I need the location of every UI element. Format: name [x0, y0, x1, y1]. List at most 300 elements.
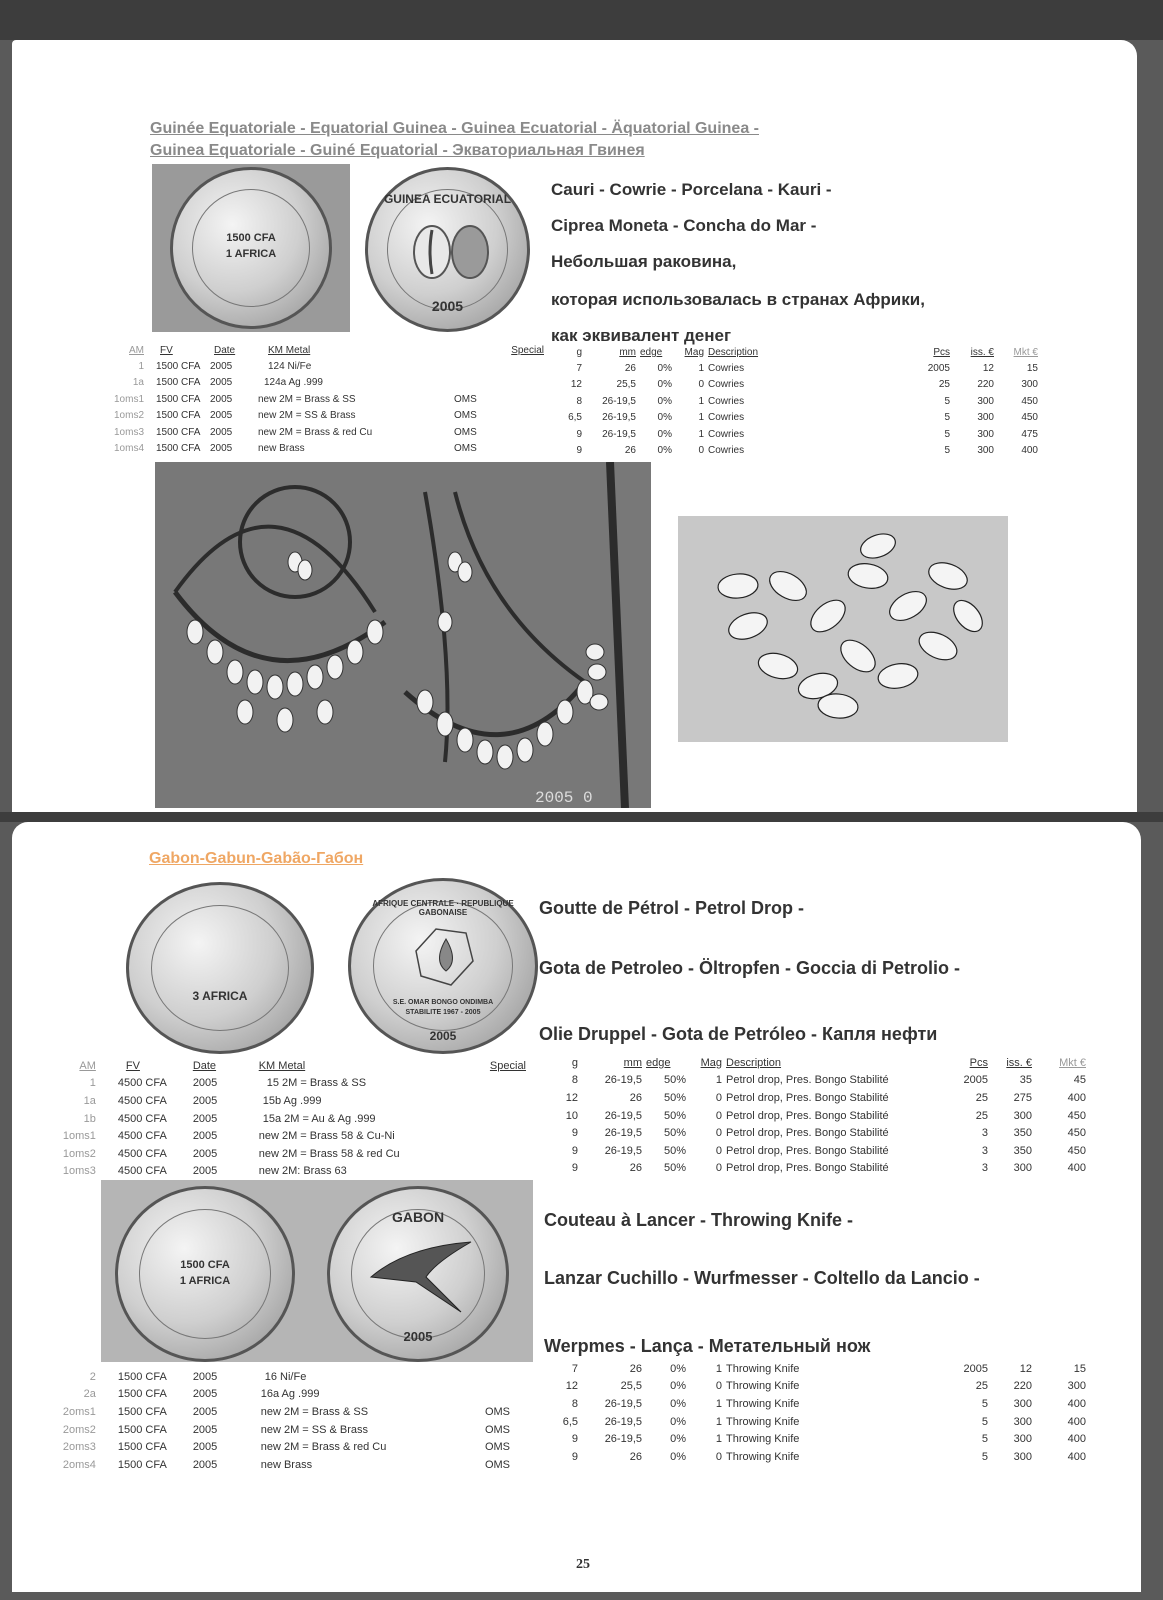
coin-photo-obverse	[152, 164, 354, 332]
desc-line-3: Небольшая раковина,	[551, 252, 737, 271]
table-row	[48, 1421, 528, 1439]
cell-g: 7	[571, 1362, 578, 1375]
cell-edge: 0%	[670, 1450, 686, 1463]
cell-edge: 50%	[663, 1074, 686, 1087]
cell-date: 2005	[210, 410, 233, 422]
cell-am: 1oms2	[113, 410, 144, 422]
petrol-drop-icon	[411, 921, 481, 991]
cell-g: 12	[570, 379, 582, 391]
table-row	[48, 1163, 528, 1181]
cell-date: 2005	[192, 1388, 218, 1401]
cell-km: new 2M = SS & Brass	[260, 1423, 369, 1436]
col-mm: mm	[623, 1056, 642, 1069]
cell-edge: 0%	[670, 1362, 686, 1375]
cell-am: 2oms2	[62, 1423, 96, 1436]
cell-g: 12	[565, 1380, 578, 1393]
cell-mm: 26-19,5	[602, 395, 636, 407]
cell-desc: Throwing Knife	[726, 1450, 800, 1463]
cell-pcs: 5	[981, 1433, 988, 1446]
table-row	[48, 1368, 528, 1386]
cell-date: 2005	[192, 1112, 218, 1125]
cell-mag: 0	[715, 1091, 722, 1104]
top-page	[12, 40, 1137, 812]
cell-mm: 26-19,5	[604, 1433, 642, 1446]
desc2-line-3: Werpmes - Lança - Метательный нож	[544, 1336, 871, 1356]
table-row	[546, 1160, 1088, 1178]
coin-inscription-2: STABILITE 1967 - 2005	[405, 1009, 481, 1016]
cell-date: 2005	[192, 1130, 218, 1143]
cell-mag: 0	[715, 1109, 722, 1122]
coin-legend: GUINEA ECUATORIAL	[383, 192, 512, 206]
desc2-line-1: Couteau à Lancer - Throwing Knife -	[544, 1210, 854, 1230]
cell-iss: 300	[1013, 1109, 1032, 1122]
cell-desc: Petrol drop, Pres. Bongo Stabilité	[726, 1144, 889, 1157]
cell-edge: 0%	[657, 428, 672, 440]
table-header-row	[546, 1054, 1088, 1072]
col-mkt: Mkt €	[1059, 1056, 1086, 1069]
table-row	[48, 1075, 528, 1093]
cell-km: 15a 2M = Au & Ag .999	[262, 1112, 376, 1125]
cell-pcs: 25	[938, 379, 950, 391]
cell-iss: 300	[977, 445, 994, 457]
col-km-metal: KM Metal	[258, 1059, 306, 1072]
cell-km: 16 Ni/Fe	[264, 1370, 307, 1383]
cell-am: 1	[89, 1077, 96, 1090]
col-mm: mm	[619, 346, 636, 358]
cell-fv: 1500 CFA	[117, 1441, 167, 1454]
cell-iss: 300	[977, 428, 994, 440]
cell-mkt: 15	[1026, 363, 1038, 375]
cell-pcs: 2005	[927, 363, 950, 375]
coin-denomination: 3 AFRICA	[192, 989, 248, 1003]
cell-mkt: 300	[1067, 1380, 1086, 1393]
table-header-row	[106, 342, 546, 358]
table-row	[546, 1089, 1088, 1107]
cell-am: 1	[138, 361, 144, 373]
cell-desc: Petrol drop, Pres. Bongo Stabilité	[726, 1074, 889, 1087]
col-g: g	[571, 1056, 578, 1069]
col-date: Date	[192, 1059, 217, 1072]
cell-special	[414, 375, 546, 391]
cell-desc: Cowries	[708, 428, 745, 440]
cell-mkt: 400	[1067, 1091, 1086, 1104]
cell-am: 1oms2	[62, 1147, 96, 1160]
cell-mm: 26-19,5	[602, 412, 636, 424]
cell-mkt: 450	[1067, 1109, 1086, 1122]
cell-pcs: 25	[975, 1380, 988, 1393]
cell-iss: 300	[977, 395, 994, 407]
col-description: Description	[726, 1056, 782, 1069]
table-row	[552, 393, 1040, 409]
scan-top-edge	[0, 0, 1163, 40]
cell-special: OMS	[484, 1441, 510, 1454]
cell-desc: Cowries	[708, 412, 745, 424]
cell-iss: 300	[1013, 1162, 1032, 1175]
coin-denomination: 1 AFRICA	[225, 248, 277, 260]
col-special: Special	[511, 344, 544, 356]
col-description: Description	[708, 346, 759, 358]
cell-km: new 2M: Brass 63	[258, 1165, 347, 1178]
cell-mag: 0	[715, 1450, 722, 1463]
cell-mag: 0	[715, 1380, 722, 1393]
cowrie-shell-icon	[406, 222, 496, 282]
cell-mkt: 400	[1067, 1397, 1086, 1410]
cell-edge: 0%	[670, 1397, 686, 1410]
page-number: 25	[576, 1557, 590, 1572]
cell-pcs: 3	[981, 1162, 988, 1175]
col-am: AM	[79, 1059, 96, 1072]
col-iss: iss. €	[1006, 1056, 1032, 1069]
cell-fv: 1500 CFA	[156, 377, 201, 389]
col-am: AM	[129, 344, 144, 356]
cell-special: OMS	[454, 443, 477, 455]
cell-km: new 2M = Brass & SS	[260, 1405, 369, 1418]
coin-reverse	[327, 1186, 509, 1362]
cell-mag: 1	[715, 1397, 722, 1410]
coin-legend: GABON	[391, 1209, 445, 1225]
col-edge: edge	[640, 346, 663, 358]
cell-km: 15b Ag .999	[262, 1094, 322, 1107]
cell-mm: 26-19,5	[604, 1415, 642, 1428]
cell-iss: 300	[1013, 1397, 1032, 1410]
cell-pcs: 5	[944, 395, 950, 407]
table-row	[546, 1124, 1088, 1142]
cell-special: OMS	[454, 426, 477, 438]
cell-g: 9	[571, 1433, 578, 1446]
table-row	[546, 1378, 1088, 1396]
coin-ring	[139, 1209, 271, 1338]
table-row	[552, 442, 1040, 458]
coin-photo-gabon-knife	[101, 1180, 533, 1362]
cell-desc: Cowries	[708, 379, 745, 391]
cell-edge: 0%	[657, 395, 672, 407]
cell-pcs: 5	[981, 1450, 988, 1463]
col-date: Date	[214, 344, 236, 356]
cell-km: new 2M = Brass & red Cu	[258, 426, 373, 438]
cell-mm: 26	[624, 445, 636, 457]
cell-g: 8	[576, 395, 582, 407]
cell-g: 9	[576, 445, 582, 457]
cell-pcs: 3	[981, 1127, 988, 1140]
cell-desc: Cowries	[708, 445, 745, 457]
cell-edge: 0%	[657, 412, 672, 424]
cell-km: new 2M = Brass 58 & red Cu	[258, 1147, 400, 1160]
coin-obverse	[115, 1186, 295, 1362]
cell-km: 16a Ag .999	[260, 1388, 320, 1401]
cell-pcs: 5	[981, 1415, 988, 1428]
coin-photo-reverse	[350, 164, 548, 332]
table-row	[106, 358, 546, 374]
cell-mm: 25,5	[616, 379, 636, 391]
cell-g: 7	[576, 363, 582, 375]
cell-mag: 1	[715, 1415, 722, 1428]
cell-iss: 300	[1013, 1433, 1032, 1446]
coin-year: 2005	[403, 1329, 433, 1344]
cell-pcs: 2005	[963, 1362, 988, 1375]
cell-date: 2005	[210, 377, 233, 389]
cell-g: 9	[576, 428, 582, 440]
cell-date: 2005	[210, 426, 233, 438]
coin-value: 1500 CFA	[226, 232, 276, 244]
cell-mag: 0	[715, 1127, 722, 1140]
coin-reverse	[348, 878, 538, 1054]
catalog-table-right	[552, 344, 1040, 459]
cowrie-shells-image	[678, 516, 1008, 742]
cell-am: 1oms1	[113, 393, 144, 405]
cell-iss: 350	[1013, 1144, 1032, 1157]
table-row	[48, 1403, 528, 1421]
cell-special: OMS	[484, 1423, 510, 1436]
cell-date: 2005	[192, 1370, 218, 1383]
cell-mkt: 400	[1067, 1415, 1086, 1428]
cell-date: 2005	[192, 1441, 218, 1454]
cell-mag: 0	[715, 1144, 722, 1157]
cell-iss: 350	[1013, 1127, 1032, 1140]
cell-date: 2005	[192, 1094, 218, 1107]
cell-fv: 1500 CFA	[117, 1388, 167, 1401]
cell-iss: 220	[1013, 1380, 1032, 1393]
col-edge: edge	[646, 1056, 671, 1069]
cell-am: 2oms3	[62, 1441, 96, 1454]
coin-obverse	[126, 882, 314, 1054]
desc-line-4: которая использовалась в странах Африки,	[551, 290, 925, 309]
cell-mm: 26-19,5	[604, 1074, 642, 1087]
col-fv: FV	[160, 344, 173, 356]
cell-g: 8	[571, 1074, 578, 1087]
coin-inscription-1: S.E. OMAR BONGO ONDIMBA	[392, 999, 494, 1006]
cell-iss: 300	[1013, 1450, 1032, 1463]
table-row	[552, 377, 1040, 393]
cell-fv: 1500 CFA	[156, 361, 201, 373]
cell-fv: 1500 CFA	[117, 1370, 167, 1383]
cell-edge: 0%	[657, 445, 672, 457]
col-fv: FV	[125, 1059, 140, 1072]
cell-fv: 4500 CFA	[117, 1130, 167, 1143]
coin-legend: AFRIQUE CENTRALE · REPUBLIQUE GABONAISE	[372, 899, 514, 917]
cell-special: OMS	[484, 1458, 510, 1471]
cell-am: 1a	[132, 377, 144, 389]
col-km-metal: KM Metal	[268, 344, 311, 356]
cell-fv: 4500 CFA	[117, 1165, 167, 1178]
cell-desc: Throwing Knife	[726, 1362, 800, 1375]
cell-special	[438, 1075, 528, 1093]
cell-date: 2005	[192, 1077, 218, 1090]
desc2-line-2: Lanzar Cuchillo - Wurfmesser - Coltello da Lancio -	[544, 1268, 980, 1288]
cell-fv: 1500 CFA	[117, 1423, 167, 1436]
col-special: Special	[489, 1059, 526, 1072]
cell-special	[438, 1092, 528, 1110]
col-pcs: Pcs	[969, 1056, 988, 1069]
cell-mm: 25,5	[620, 1380, 642, 1393]
catalog-table-right-1	[546, 1054, 1088, 1177]
cell-desc: Throwing Knife	[726, 1415, 800, 1428]
cell-mkt: 450	[1067, 1144, 1086, 1157]
cell-pcs: 5	[944, 445, 950, 457]
table-row	[546, 1142, 1088, 1160]
cell-mm: 26-19,5	[602, 428, 636, 440]
table-row	[552, 360, 1040, 376]
table-row	[546, 1072, 1088, 1090]
cell-iss: 300	[977, 412, 994, 424]
cell-date: 2005	[210, 443, 233, 455]
coin-year: 2005	[429, 1029, 457, 1043]
desc-line-2: Ciprea Moneta - Concha do Mar -	[551, 216, 817, 235]
cell-pcs: 25	[975, 1109, 988, 1122]
cell-desc: Cowries	[708, 395, 745, 407]
cell-mag: 0	[698, 445, 704, 457]
cell-mag: 0	[715, 1162, 722, 1175]
col-iss: iss. €	[970, 346, 994, 358]
cell-special	[438, 1368, 528, 1386]
cell-am: 2a	[83, 1388, 96, 1401]
cell-mkt: 300	[1021, 379, 1038, 391]
cell-mag: 0	[698, 379, 704, 391]
cell-mkt: 450	[1021, 395, 1038, 407]
table-row	[106, 424, 546, 440]
page-title-line2: Guinea Equatoriale - Guiné Equatorial - Экваториальная Гвинея	[150, 142, 645, 159]
cell-edge: 50%	[663, 1144, 686, 1157]
cell-mm: 26-19,5	[604, 1127, 642, 1140]
col-mag: Mag	[684, 346, 704, 358]
cell-mm: 26	[629, 1091, 642, 1104]
cell-edge: 0%	[670, 1380, 686, 1393]
cell-mkt: 45	[1073, 1074, 1086, 1087]
table-row	[48, 1456, 528, 1474]
cell-g: 10	[565, 1109, 578, 1122]
table-row	[106, 391, 546, 407]
coin-obverse	[170, 167, 332, 329]
photo-date-stamp: 2005 0	[535, 789, 593, 807]
cell-km: new 2M = SS & Brass	[258, 410, 356, 422]
coin-ring	[151, 905, 289, 1031]
table-row	[106, 408, 546, 424]
coin-value: 1500 CFA	[180, 1259, 230, 1271]
cell-km: 124a Ag .999	[264, 377, 323, 389]
cell-iss: 220	[977, 379, 994, 391]
cell-mm: 26-19,5	[604, 1397, 642, 1410]
cell-date: 2005	[192, 1165, 218, 1178]
cell-pcs: 5	[944, 428, 950, 440]
cell-g: 8	[571, 1397, 578, 1410]
cell-desc: Petrol drop, Pres. Bongo Stabilité	[726, 1091, 889, 1104]
cell-date: 2005	[210, 393, 233, 405]
cell-edge: 50%	[663, 1162, 686, 1175]
cell-mkt: 400	[1067, 1162, 1086, 1175]
coin-reverse	[365, 167, 530, 332]
cell-mm: 26	[624, 363, 636, 375]
cell-iss: 35	[1019, 1074, 1032, 1087]
cell-am: 1oms1	[62, 1130, 96, 1143]
throwing-knife-icon	[366, 1237, 476, 1317]
cell-desc: Throwing Knife	[726, 1433, 800, 1446]
cell-fv: 1500 CFA	[156, 443, 201, 455]
table-row	[546, 1413, 1088, 1431]
cell-special: OMS	[454, 393, 477, 405]
cell-mag: 1	[698, 395, 704, 407]
cell-fv: 1500 CFA	[117, 1458, 167, 1471]
cell-g: 12	[565, 1091, 578, 1104]
cell-g: 9	[571, 1450, 578, 1463]
cell-desc: Petrol drop, Pres. Bongo Stabilité	[726, 1109, 889, 1122]
cell-edge: 50%	[663, 1127, 686, 1140]
cell-iss: 275	[1013, 1091, 1032, 1104]
cell-pcs: 2005	[963, 1074, 988, 1087]
cell-edge: 50%	[663, 1091, 686, 1104]
cell-am: 1oms3	[62, 1165, 96, 1178]
bottom-page	[12, 822, 1141, 1592]
cell-km: 124 Ni/Fe	[268, 361, 312, 373]
table-row	[48, 1110, 528, 1128]
cell-mkt: 475	[1021, 428, 1038, 440]
table-header-row	[552, 344, 1040, 360]
cell-g: 6,5	[568, 412, 582, 424]
table-row	[48, 1438, 528, 1456]
cell-fv: 1500 CFA	[156, 393, 201, 405]
desc1-line-1: Goutte de Pétrol - Petrol Drop -	[539, 898, 805, 918]
table-row	[48, 1092, 528, 1110]
table-row	[546, 1360, 1088, 1378]
cell-edge: 0%	[670, 1415, 686, 1428]
cell-fv: 1500 CFA	[156, 426, 201, 438]
cell-pcs: 5	[981, 1397, 988, 1410]
cell-special	[438, 1127, 528, 1145]
cell-desc: Petrol drop, Pres. Bongo Stabilité	[726, 1162, 889, 1175]
cell-am: 1oms3	[113, 426, 144, 438]
cell-mkt: 450	[1021, 412, 1038, 424]
cell-edge: 0%	[670, 1433, 686, 1446]
cell-date: 2005	[192, 1405, 218, 1418]
col-pcs: Pcs	[933, 346, 950, 358]
cell-special	[414, 358, 546, 374]
catalog-table-left	[106, 342, 546, 457]
table-header-row	[48, 1057, 528, 1075]
cell-am: 2	[89, 1370, 96, 1383]
cell-mkt: 450	[1067, 1127, 1086, 1140]
cell-mkt: 400	[1067, 1450, 1086, 1463]
cell-edge: 0%	[657, 363, 672, 375]
cell-date: 2005	[192, 1147, 218, 1160]
cell-km: new Brass	[260, 1458, 313, 1471]
table-row	[552, 410, 1040, 426]
cell-mkt: 15	[1073, 1362, 1086, 1375]
cell-am: 1b	[83, 1112, 96, 1125]
cell-am: 1a	[83, 1094, 96, 1107]
cell-mkt: 400	[1021, 445, 1038, 457]
necklace-photo	[155, 462, 651, 808]
cell-iss: 300	[1013, 1415, 1032, 1428]
cell-km: 15 2M = Brass & SS	[266, 1077, 367, 1090]
cell-pcs: 25	[975, 1091, 988, 1104]
cell-mag: 1	[698, 412, 704, 424]
cell-iss: 12	[982, 363, 994, 375]
cell-km: new 2M = Brass & SS	[258, 393, 356, 405]
cell-mm: 26	[629, 1450, 642, 1463]
catalog-table-right-2	[546, 1360, 1088, 1466]
cell-edge: 50%	[663, 1109, 686, 1122]
col-mag: Mag	[700, 1056, 722, 1069]
table-row	[106, 440, 546, 456]
cowrie-necklace-image	[155, 462, 651, 808]
cell-special	[438, 1386, 528, 1404]
desc-line-1: Cauri - Cowrie - Porcelana - Kauri -	[551, 180, 832, 199]
cowries-photo	[678, 516, 1008, 742]
cell-fv: 4500 CFA	[117, 1077, 167, 1090]
cell-mm: 26-19,5	[604, 1109, 642, 1122]
cell-pcs: 5	[944, 412, 950, 424]
cell-desc: Throwing Knife	[726, 1380, 800, 1393]
cell-mm: 26	[629, 1362, 642, 1375]
cell-fv: 1500 CFA	[156, 410, 201, 422]
